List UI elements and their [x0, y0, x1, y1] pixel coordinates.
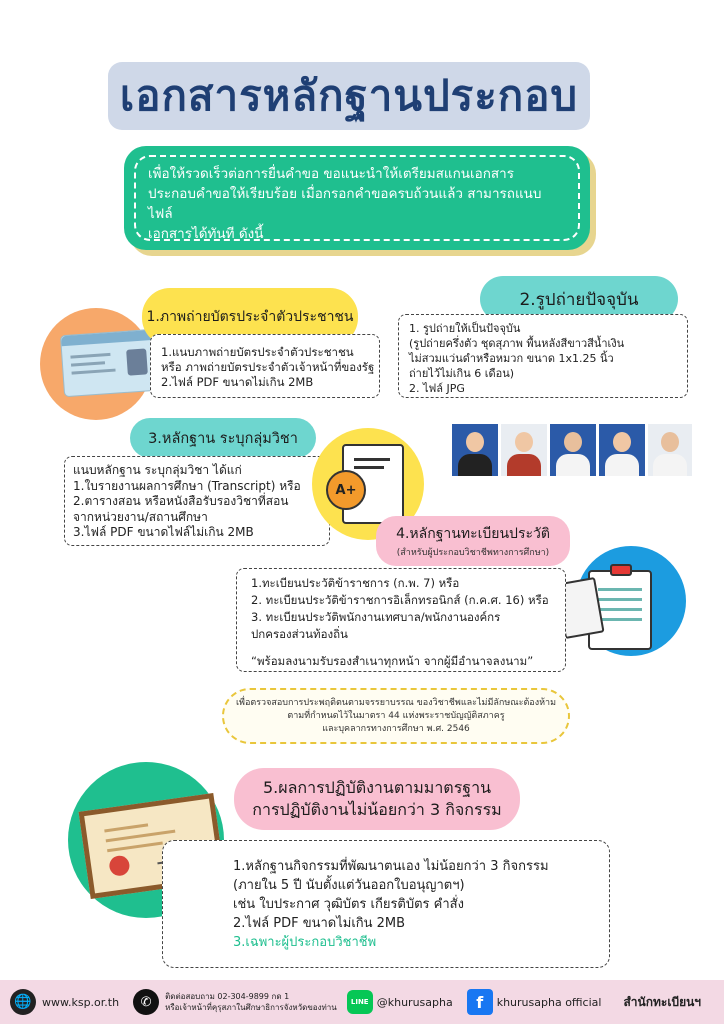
intro-line: เพื่อให้รวดเร็วต่อการยื่นคำขอ ขอแนะนำให้เตรียมสแกนเอกสาร	[148, 166, 514, 182]
section3-line: 2.ตารางสอน หรือหนังสือรับรองวิชาที่สอน	[73, 494, 289, 508]
section1-line: 2.ไฟล์ PDF ขนาดไม่เกิน 2MB	[161, 375, 314, 389]
phone-line2: หรือเจ้าหน้าที่คุรุสภาในศึกษาธิการจังหวัดของท่าน	[165, 1003, 337, 1012]
section2-line: 1. รูปถ่ายให้เป็นปัจจุบัน	[409, 322, 521, 335]
section2-line: ถ่ายไว้ไม่เกิน 6 เดือน)	[409, 367, 515, 380]
website-link[interactable]: www.ksp.or.th	[42, 995, 120, 1009]
section4-line: 2. ทะเบียนประวัติข้าราชการอิเล็กทรอนิกส์ (ก.ค.ศ. 16) หรือ	[251, 593, 549, 607]
section4-heading: 4.หลักฐานทะเบียนประวัติ	[396, 526, 550, 542]
section3-line: 1.ใบรายงานผลการศึกษา (Transcript) หรือ	[73, 478, 301, 493]
section3-line: แนบหลักฐาน ระบุกลุ่มวิชา ได้แก่	[73, 463, 242, 477]
ethics-note-line: และบุคลากรทางการศึกษา พ.ศ. 2546	[322, 723, 470, 734]
contact-info	[165, 991, 337, 1013]
grade-badge	[326, 470, 366, 510]
section5-line: 2.ไฟล์ PDF ขนาดไม่เกิน 2MB	[233, 916, 406, 931]
facebook-page[interactable]: khurusapha official	[496, 995, 602, 1009]
section4-subheading: (สำหรับผู้ประกอบวิชาชีพทางการศึกษา)	[396, 548, 550, 558]
intro-line: เอกสารได้ทันที ดังนี้	[148, 226, 264, 242]
section5-heading-pill	[234, 768, 520, 830]
portrait-photo	[648, 424, 692, 476]
portrait-photo	[550, 424, 596, 476]
ethics-note-line: เพื่อตรวจสอบการประพฤติตนตามจรรยาบรรณ ของวิชาชีพและไม่มีลักษณะต้องห้าม	[235, 697, 557, 708]
line-icon	[347, 990, 373, 1014]
ethics-note-line: ตามที่กำหนดไว้ในมาตรา 44 แห่งพระราชบัญญัติสภาครู	[287, 710, 505, 721]
section2-line: (รูปถ่ายครึ่งตัว ชุดสุภาพ พื้นหลังสีขาวสีน้ำเงิน	[409, 337, 625, 350]
section2-line: 2. ไฟล์ JPG	[409, 382, 465, 395]
office-name: สำนักทะเบียนฯ	[623, 994, 702, 1009]
portrait-photos	[452, 424, 692, 476]
section4-line: 1.ทะเบียนประวัติข้าราชการ (ก.พ. 7) หรือ	[251, 576, 460, 590]
section1-line: หรือ ภาพถ่ายบัตรประจำตัวเจ้าหน้าที่ของรัฐ	[161, 360, 375, 374]
section5-box	[162, 840, 610, 968]
section1-box	[150, 334, 380, 398]
footer	[0, 980, 724, 1024]
line-id[interactable]: @khurusapha	[376, 995, 453, 1009]
section3-box	[64, 456, 330, 546]
line-icon-label: LINE	[350, 998, 369, 1006]
section5-line: (ภายใน 5 ปี นับตั้งแต่วันออกใบอนุญาตฯ)	[233, 878, 465, 893]
section3-line: จากหน่วยงาน/สถานศึกษา	[73, 509, 208, 524]
section4-note: “พร้อมลงนามรับรองสำเนาทุกหน้า จากผู้มีอำนาจลงนาม”	[251, 654, 534, 668]
intro-line: ประกอบคำขอให้เรียบร้อย เมื่อกรอกคำขอครบถ้วนแล้ว สามารถแนบไฟล์	[148, 186, 542, 222]
section2-box	[398, 314, 688, 398]
section3-heading: 3.หลักฐาน ระบุกลุ่มวิชา	[148, 430, 298, 447]
section5-heading-line2: การปฏิบัติงานไม่น้อยกว่า 3 กิจกรรม	[252, 800, 502, 819]
facebook-icon: f	[467, 989, 493, 1015]
section1-heading: 1.ภาพถ่ายบัตรประจำตัวประชาชน	[146, 309, 354, 325]
portrait-photo	[599, 424, 645, 476]
section3-line: 3.ไฟล์ PDF ขนาดไฟล์ไม่เกิน 2MB	[73, 525, 254, 539]
ethics-note-box	[222, 688, 570, 744]
portrait-photo	[452, 424, 498, 476]
id-card-icon	[60, 329, 158, 397]
phone-line1: ติดต่อสอบถาม 02-304-9899 กด 1	[165, 992, 290, 1001]
page-title-box	[108, 62, 590, 130]
section5-highlight: 3.เฉพาะผู้ประกอบวิชาชีพ	[233, 935, 377, 950]
section4-line: ปกครองส่วนท้องถิ่น	[251, 627, 348, 641]
section1-line: 1.แนบภาพถ่ายบัตรประจำตัวประชาชน	[161, 345, 354, 359]
portrait-photo	[501, 424, 547, 476]
section4-box	[236, 568, 566, 672]
grade-badge-text: A+	[335, 482, 357, 498]
page-title: เอกสารหลักฐานประกอบ	[119, 71, 579, 120]
section2-heading: 2.รูปถ่ายปัจจุบัน	[519, 289, 639, 310]
section4-line: 3. ทะเบียนประวัติพนักงานเทศบาล/พนักงานองค์กร	[251, 610, 501, 624]
section5-line: เช่น ใบประกาศ วุฒิบัตร เกียรติบัตร คำสั่ง	[233, 897, 464, 912]
section4-heading-pill	[376, 516, 570, 566]
intro-text	[134, 155, 580, 241]
phone-icon: ✆	[133, 989, 159, 1015]
section3-heading-pill	[130, 418, 316, 458]
section5-line: 1.หลักฐานกิจกรรมที่พัฒนาตนเอง ไม่น้อยกว่า 3 กิจกรรม	[233, 859, 549, 874]
globe-icon: 🌐	[10, 989, 36, 1015]
section2-line: ไม่สวมแว่นดำหรือหมวก ขนาด 1x1.25 นิ้ว	[409, 352, 614, 365]
section5-heading-line1: 5.ผลการปฏิบัติงานตามมาตรฐาน	[262, 778, 492, 797]
